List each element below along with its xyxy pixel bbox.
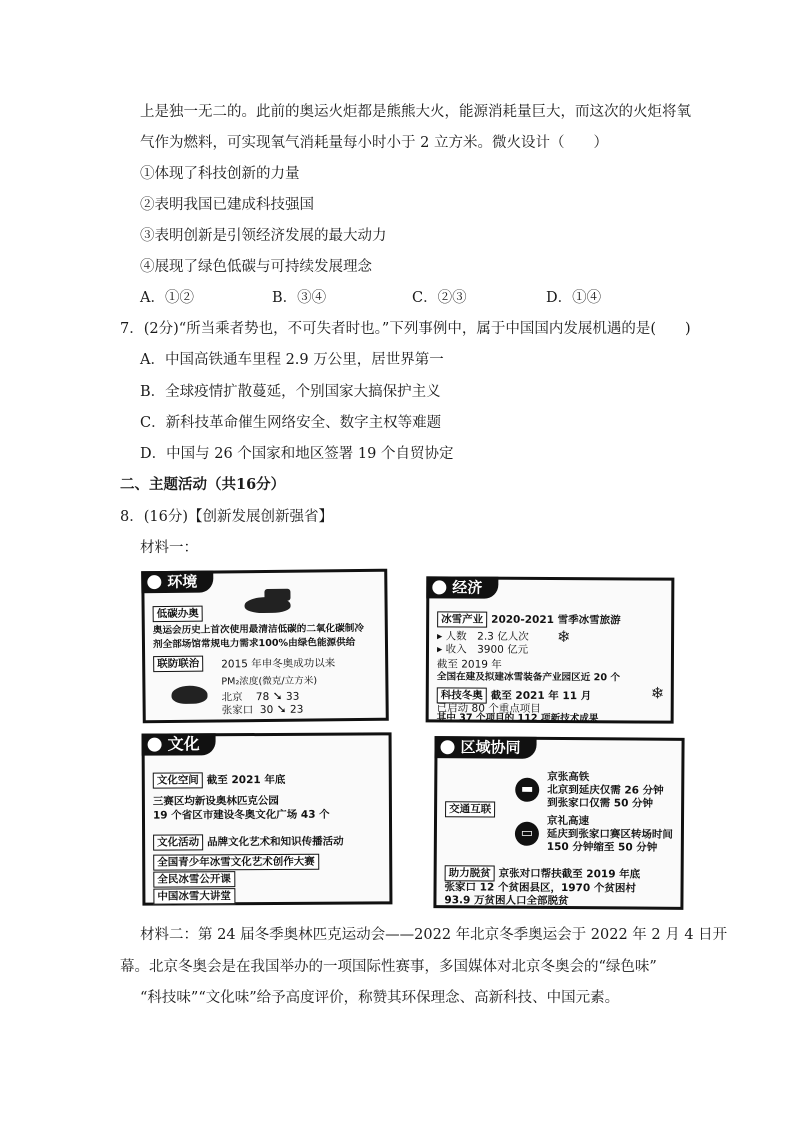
econ-head: 2020-2021 雪季冰雪旅游 xyxy=(491,613,621,627)
region-highway-1: 延庆到张家口赛区转场时间 xyxy=(546,827,673,841)
panel-economy-title: 经济 xyxy=(426,576,498,598)
pm-from: 30 xyxy=(259,703,274,717)
tag-tech-olympics: 科技冬奥 xyxy=(437,687,487,703)
econ-text-3: 截至 2021 年 11 月 xyxy=(490,689,592,703)
snowflake-icon: ❄ xyxy=(650,683,665,703)
tag-poverty-relief: 助力脱贫 xyxy=(445,865,495,881)
region-highway-title: 京礼高速 xyxy=(546,814,590,828)
intro-line-1: 上是独一无二的。此前的奥运火炬都是熊熊大火，能源消耗量巨大，而这次的火炬将氧 xyxy=(140,104,691,120)
smog-cloud-icon xyxy=(171,686,207,704)
statement-3: ③表明创新是引领经济发展的最大动力 xyxy=(140,228,387,244)
econ-text-4: 已启动 80 个重点项目 xyxy=(436,702,541,715)
region-text-1: 京张对口帮扶截至 2019 年底 xyxy=(498,867,641,881)
option-d: D．①④ xyxy=(546,290,602,306)
pm-to: 23 xyxy=(289,703,304,716)
activity-box-1: 全国青少年冰雪文化艺术创作大赛 xyxy=(153,854,319,871)
statement-1: ①体现了科技创新的力量 xyxy=(140,166,300,182)
material-1-label: 材料一： xyxy=(140,540,198,556)
train-icon: ▬ xyxy=(515,778,539,802)
option-c: C．②③ xyxy=(412,290,467,306)
section-heading: 二、主题活动（共16分） xyxy=(120,476,286,493)
pm-city: 北京 xyxy=(221,691,243,704)
car-icon: ▭ xyxy=(515,822,539,846)
material-2-line-1: 材料二：第 24 届冬季奥林匹克运动会——2022 年北京冬季奥运会于 2022 年 2 月 4 日开 xyxy=(140,927,728,943)
q7-option-d: D．中国与 26 个国家和地区签署 19 个自贸协定 xyxy=(140,446,454,462)
q7-option-a: A．中国高铁通车里程 2.9 万公里，居世界第一 xyxy=(140,352,444,368)
pm-row-zhangjiakou xyxy=(222,702,304,718)
region-text-2: 张家口 12 个贫困县区，1970 个贫困村 xyxy=(444,881,636,895)
pm-from: 78 xyxy=(255,690,270,704)
statement-2: ②表明我国已建成科技强国 xyxy=(140,197,314,213)
culture-text-3: 品牌文化艺术和知识传播活动 xyxy=(207,835,344,849)
region-text-3: 93.9 万贫困人口全部脱贫 xyxy=(444,894,569,908)
intro-line-2: 气作为燃料，可实现氧气消耗量每小时小于 2 立方米。微火设计（ ） xyxy=(140,135,608,151)
region-highway-2: 150 分钟缩至 50 分钟 xyxy=(546,840,658,854)
env-text-1: 奥运会历史上首次使用最清洁低碳的二氧化碳制冷 xyxy=(152,622,364,637)
panel-culture-title: 文化 xyxy=(142,733,216,755)
culture-head: 截至 2021 年底 xyxy=(206,773,286,787)
option-b: B．③④ xyxy=(272,290,327,306)
option-a: A．①② xyxy=(140,290,194,306)
statement-4: ④展现了绿色低碳与可持续发展理念 xyxy=(140,259,372,275)
tag-transport: 交通互联 xyxy=(445,801,495,817)
q7-option-b: B．全球疫情扩散蔓延，个别国家大搞保护主义 xyxy=(140,384,441,400)
econ-income: 收入 3900 亿元 xyxy=(445,643,529,656)
q8-stem: 8．(16分)【创新发展创新强省】 xyxy=(120,509,333,525)
activity-box-3: 中国冰雪大讲堂 xyxy=(153,888,235,904)
region-rail-title: 京张高铁 xyxy=(547,770,590,784)
factory-icon xyxy=(264,589,290,601)
material-2-line-3: “科技味”“文化味”给予高度评价，称赞其环保理念、高新科技、中国元素。 xyxy=(140,990,620,1006)
down-arrow-icon: ➘ xyxy=(276,701,287,716)
pm-city: 张家口 xyxy=(221,704,254,717)
region-rail-2: 到张家口仅需 50 分钟 xyxy=(547,796,654,810)
q7-option-c: C．新科技革命催生网络安全、数字主权等难题 xyxy=(140,415,442,431)
q7-stem: 7．(2分)“所当乘者势也，不可失者时也。”下列事例中，属于中国国内发展机遇的是( ) xyxy=(120,321,691,337)
env-text-2: 剂全部场馆常规电力需求100%由绿色能源供给 xyxy=(152,637,356,651)
tag-low-carbon: 低碳办奥 xyxy=(153,606,203,623)
panel-region-title: 区域协同 xyxy=(434,736,536,759)
panel-environment xyxy=(141,569,389,724)
tag-culture-space: 文化空间 xyxy=(153,772,203,788)
material-2-line-2: 幕。北京冬奥会是在我国举办的一项国际性赛事，多国媒体对北京冬奥会的“绿色味” xyxy=(120,959,657,975)
econ-people: 人数 2.3 亿人次 xyxy=(445,630,529,643)
pm-to: 33 xyxy=(285,690,300,703)
culture-text-1: 三赛区均新设奥林匹克公园 xyxy=(152,794,279,808)
panel-economy: 经济 冰雪产业 2020-2021 雪季冰雪旅游 ▸ 人数 2.3 亿人次 ▸ 收入 3900 亿元 ❄ 截至 2019 年 全国在建及拟建冰雪装备产业园区近 20 个 科技冬奥 截至 2021 年 11 月 已启动 80 个重点项目 其中 37 个项目的 112 项新技术成果 ❄ xyxy=(426,576,675,723)
region-rail-1: 北京到延庆仅需 26 分钟 xyxy=(547,783,664,797)
econ-text-1: 截至 2019 年 xyxy=(436,658,502,671)
pm-heading: PM₂浓度(微克/立方米) xyxy=(221,675,318,688)
panel-region xyxy=(433,736,684,910)
culture-text-2: 19 个省区市建设冬奥文化广场 43 个 xyxy=(152,808,330,822)
activity-box-2: 全民冰雪公开课 xyxy=(153,871,235,887)
tag-ice-snow-industry: 冰雪产业 xyxy=(437,611,487,627)
env-text-3: 2015 年申冬奥成功以来 xyxy=(221,657,336,671)
econ-text-2: 全国在建及拟建冰雪装备产业园区近 20 个 xyxy=(436,671,621,684)
down-arrow-icon: ➘ xyxy=(272,688,283,703)
econ-text-5: 其中 37 个项目的 112 项新技术成果 xyxy=(436,712,599,725)
tag-joint-control: 联防联治 xyxy=(153,656,203,673)
snowflake-icon: ❄ xyxy=(557,627,571,647)
panel-environment-title: 环境 xyxy=(141,571,213,594)
panel-culture xyxy=(142,732,393,905)
tag-culture-activity: 文化活动 xyxy=(153,834,203,850)
